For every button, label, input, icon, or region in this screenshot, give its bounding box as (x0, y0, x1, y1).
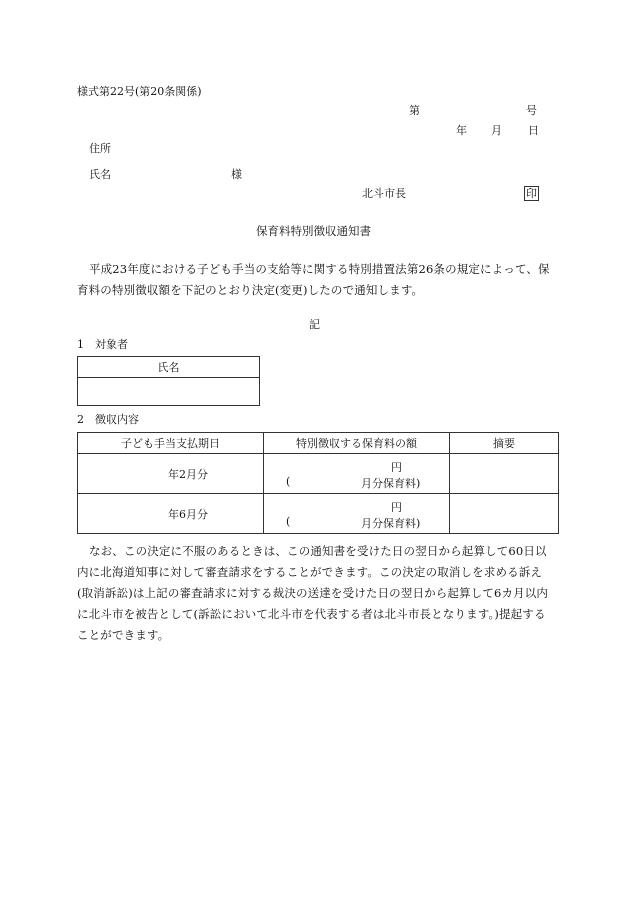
paren-open: ( (286, 475, 291, 488)
intro-paragraph: 平成23年度における子ども手当の支給等に関する特別措置法第26条の規定によって、保育料の特別徴収額を下記のとおり決定(変更)したので通知します。 (77, 262, 550, 297)
date-day: 日 (528, 124, 539, 137)
amount-cell (264, 494, 450, 534)
amount-cell (264, 454, 450, 494)
yen-unit: 円 (391, 461, 402, 474)
document-title: 保育料特別徴収通知書 (256, 224, 371, 238)
seal-mark: 印 (526, 187, 537, 200)
form-label: 様式第22号(第20条関係) (77, 85, 202, 98)
address-label: 住所 (89, 142, 111, 155)
paren-open: ( (286, 515, 291, 528)
section1-heading: 1 対象者 (77, 338, 128, 351)
honorific: 様 (231, 168, 242, 181)
column-header-amount: 特別徴収する保育料の額 (264, 433, 450, 454)
document-number-suffix: 号 (526, 104, 537, 117)
recipient-name-label: 氏名 (89, 168, 111, 181)
collection-table (77, 432, 559, 534)
column-header-payment-date: 子ども手当支払期日 (78, 433, 264, 454)
period-cell (78, 454, 264, 494)
document-number-prefix: 第 (409, 104, 420, 117)
remarks-cell (450, 494, 559, 534)
period-text: 年2月分 (168, 467, 208, 481)
ki-marker: 記 (309, 318, 320, 331)
month-detail: 月分保育料) (361, 477, 421, 490)
table-row (78, 454, 559, 494)
period-text: 年6月分 (168, 507, 208, 521)
name-column-header: 氏名 (78, 357, 260, 378)
name-value-cell (78, 378, 260, 406)
table-row (78, 494, 559, 534)
section2-heading: 2 徴収内容 (77, 413, 139, 426)
column-header-remarks: 摘要 (450, 433, 559, 454)
period-cell (78, 494, 264, 534)
target-person-table (77, 356, 260, 406)
date-month: 月 (491, 124, 502, 137)
yen-unit: 円 (391, 501, 402, 514)
remarks-cell (450, 454, 559, 494)
issuer: 北斗市長 (362, 187, 406, 200)
month-detail: 月分保育料) (361, 517, 421, 530)
appeal-notice-paragraph: なお、この決定に不服のあるときは、この通知書を受けた日の翌日から起算して60日以内に北海道知事に対して審査請求をすることができます。この決定の取消しを求める訴え(取消訴訟)は上記の審査請求に対する裁決の送達を受けた日の翌日から起算して6カ月以内に北斗市を被告として(訴訟において北斗市を代表する者は北斗市長となります。)提起することができます。 (77, 544, 549, 642)
date-year: 年 (456, 124, 467, 137)
